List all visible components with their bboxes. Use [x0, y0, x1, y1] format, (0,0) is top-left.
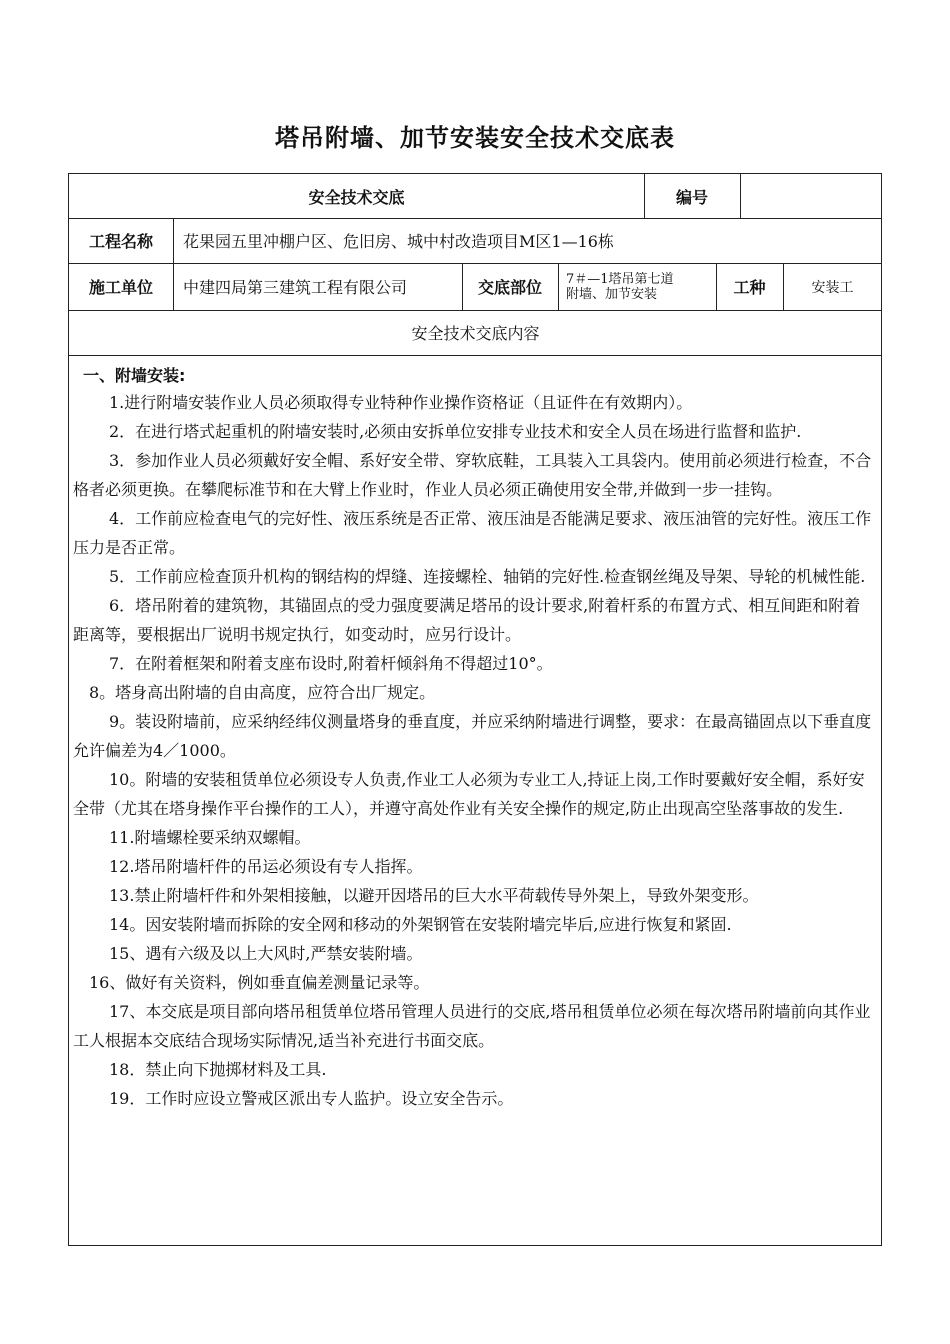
list-item: 13.禁止附墙杆件和外架相接触，以避开因塔吊的巨大水平荷载传导外架上，导致外架变形。: [109, 886, 759, 905]
list-item: 11.附墙螺栓要采纳双螺帽。: [109, 828, 311, 847]
list-item: 12.塔吊附墙杆件的吊运必须设有专人指挥。: [109, 857, 423, 876]
content-body: [69, 356, 881, 1113]
project-label: 工程名称: [88, 232, 153, 251]
unit-label: 施工单位: [88, 278, 153, 297]
list-item: 15、遇有六级及以上大风时,严禁安装附墙。: [109, 944, 423, 963]
content-label: 安全技术交底内容: [411, 324, 540, 343]
number-value: [740, 174, 882, 218]
part-label: 交底部位: [477, 278, 542, 297]
part-value: [558, 263, 716, 310]
trade-value: 安装工: [811, 279, 854, 296]
list-item: 10。附墙的安装租赁单位必须设专人负责,作业工人必须为专业工人,持证上岗,工作时要戴好安全帽，系好安全带（尤其在塔身操作平台操作的工人），并遵守高处作业有关安全操作的规定,防止出现高空坠落事故的发生.: [73, 770, 865, 818]
list-item: 18．禁止向下抛掷材料及工具.: [109, 1060, 327, 1079]
list-item: 3．参加作业人员必须戴好安全帽、系好安全带、穿软底鞋，工具装入工具袋内。使用前必须进行检查，不合格者必须更换。在攀爬标准节和在大臂上作业时，作业人员必须正确使用安全带,并做到一步一挂钩。: [73, 451, 872, 499]
number-label: 编号: [675, 187, 708, 207]
list-item: 5．工作前应检查顶升机构的钢结构的焊缝、连接螺栓、轴销的完好性.检查钢丝绳及导架、导轮的机械性能.: [109, 567, 866, 586]
list-item: 6．塔吊附着的建筑物，其锚固点的受力强度要满足塔吊的设计要求,附着杆系的布置方式、相互间距和附着距离等，要根据出厂说明书规定执行，如变动时，应另行设计。: [73, 596, 861, 644]
list-item: 17、本交底是项目部向塔吊租赁单位塔吊管理人员进行的交底,塔吊租赁单位必须在每次塔吊附墙前向其作业工人根据本交底结合现场实际情况,适当补充进行书面交底。: [73, 1002, 871, 1050]
disclosure-label: 安全技术交底: [308, 187, 405, 207]
list-item: 4．工作前应检查电气的完好性、液压系统是否正常、液压油是否能满足要求、液压油管的完好性。液压工作压力是否正常。: [73, 509, 872, 557]
list-item: 8。塔身高出附墙的自由高度，应符合出厂规定。: [89, 683, 436, 702]
disclosure-table: [68, 173, 882, 1246]
unit-value: 中建四局第三建筑工程有限公司: [183, 278, 408, 297]
document-title: 塔吊附墙、加节安装安全技术交底表: [275, 124, 675, 152]
section-heading: 一、附墙安装:: [83, 366, 186, 385]
list-item: 14。因安装附墙而拆除的安全网和移动的外架钢管在安装附墙完毕后,应进行恢复和紧固.: [109, 915, 732, 934]
list-item: 16、做好有关资料，例如垂直偏差测量记录等。: [89, 973, 430, 992]
list-item: 19．工作时应设立警戒区派出专人监护。设立安全告示。: [109, 1089, 514, 1108]
list-item: 9。装设附墙前，应采纳经纬仪测量塔身的垂直度，并应采纳附墙进行调整，要求：在最高锚固点以下垂直度允许偏差为4／1000。: [73, 712, 872, 760]
project-value: 花果园五里冲棚户区、危旧房、城中村改造项目M区1—16栋: [183, 232, 614, 251]
list-item: 1.进行附墙安装作业人员必须取得专业特种作业操作资格证（且证件在有效期内）。: [109, 393, 693, 412]
trade-label: 工种: [733, 278, 766, 297]
list-item: 2．在进行塔式起重机的附墙安装时,必须由安拆单位安排专业技术和安全人员在场进行监督和监护.: [109, 422, 802, 441]
part-value-line2: 附墙、加节安装: [566, 286, 658, 302]
part-value-line1: 7＃—1塔吊第七道: [566, 271, 674, 287]
list-item: 7．在附着框架和附着支座布设时,附着杆倾斜角不得超过10°。: [109, 654, 553, 673]
